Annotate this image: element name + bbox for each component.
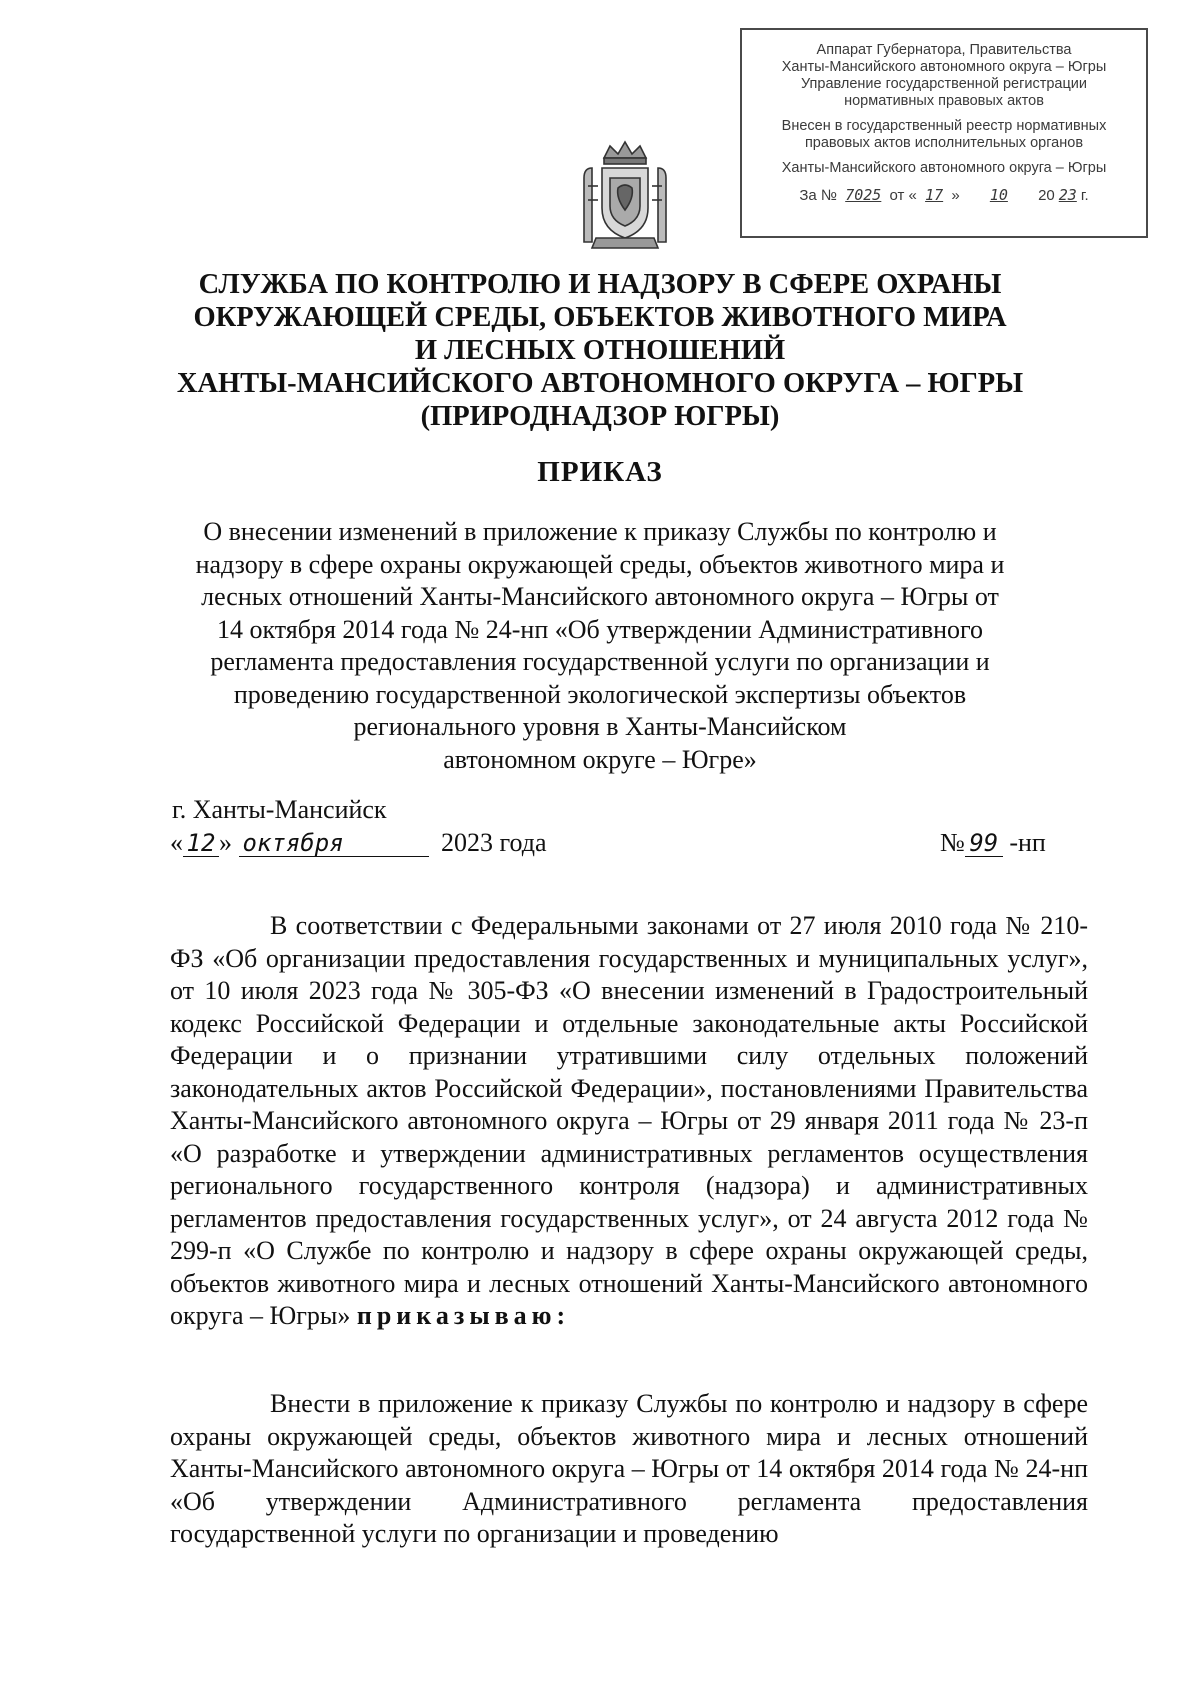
stamp-line: Управление государственной регистрации [800,76,1088,92]
heading-line: ОКРУЖАЮЩЕЙ СРЕДЫ, ОБЪЕКТОВ ЖИВОТНОГО МИРА [193,302,1007,333]
stamp-year: 23 [1058,186,1077,204]
order-date: « 12 » октября 2023 года [170,828,547,857]
subject-line: автономном округе – Югре» [443,744,757,774]
stamp-region: Ханты-Мансийского автономного округа – Югры [781,160,1107,176]
stamp-registration-number: За № 7025 от « 17 » 10 20 23 г. [799,186,1089,204]
subject-line: надзору в сфере охраны окружающей среды, объектов животного мира и [195,549,1005,579]
stamp-number-value: 7025 [845,186,882,204]
stamp-line: Аппарат Губернатора, Правительства [816,42,1072,58]
heading-line: ХАНТЫ-МАНСИЙСКОГО АВТОНОМНОГО ОКРУГА – ЮГРЫ [176,368,1024,399]
subject-line: 14 октября 2014 года № 24-нп «Об утверждении Административного [216,614,984,644]
date-month: октября [239,830,429,857]
stamp-day: 17 [925,186,944,204]
subject-line: О внесении изменений в приложение к приказу Службы по контролю и [203,517,997,546]
coat-of-arms-emblem [574,138,676,254]
order-word: приказываю: [356,1301,571,1330]
heading-line: И ЛЕСНЫХ ОТНОШЕНИЙ [414,335,786,366]
subject-line: лесных отношений Ханты-Мансийского автономного округа – Югры от [201,582,999,611]
operative-paragraph: Внести в приложение к приказу Службы по контролю и надзору в сфере охраны окружающей среды, объектов животного мира и лесных отношений Ханты-Мансийского автономного округа – Югры от 14 октября 2014 года № 24-нп «Об утверждении Административного регламента предоставления государственной услуги по организации и проведению [170,1389,1088,1548]
organization-heading [150,268,1050,433]
order-subject [180,516,1020,776]
stamp-line: правовых актов исполнительных органов [804,135,1084,151]
heading-line: (ПРИРОДНАДЗОР ЮГРЫ) [420,401,780,432]
city: г. Ханты-Мансийск [172,795,387,824]
registration-stamp [740,28,1148,238]
stamp-line: Внесен в государственный реестр нормативных [781,118,1107,134]
stamp-line: Ханты-Мансийского автономного округа – Югры [781,59,1107,75]
date-year: 2023 года [441,828,547,857]
stamp-month: 10 [989,186,1008,204]
subject-line: регламента предоставления государственной услуги по организации и [210,647,990,676]
subject-line: регионального уровня в Ханты-Мансийском [353,712,847,741]
document-type-title: ПРИКАЗ [537,456,663,488]
order-number: № 99 -нп [940,828,1046,857]
preamble-paragraph: В соответствии с Федеральными законами от 27 июля 2010 года № 210-ФЗ «Об организации предоставления государственных и муниципальных услуг», от 10 июля 2023 года № 305-ФЗ «О внесении изменений в Градостроительный кодекс Российской Федерации и отдельные законодательные акты Российской Федерации и о признании утратившими силу отдельных положений законодательных актов Российской Федерации», постановлениями Правительства Ханты-Мансийского автономного округа – Югры от 29 января 2011 года № 23-п «О разработке и утверждении административных регламентов осуществления регионального государственного контроля (надзора) и административных регламентов предоставления государственных услуг», от 24 августа 2012 года № 299-п «О Службе по контролю и надзору в сфере охраны окружающей среды, объектов животного мира и лесных отношений Ханты-Мансийского автономного округа – Югры» приказываю: [170,911,1088,1330]
heading-line: СЛУЖБА ПО КОНТРОЛЮ И НАДЗОРУ В СФЕРЕ ОХРАНЫ [198,269,1002,300]
order-number-value: 99 [965,830,1003,857]
subject-line: проведению государственной экологической экспертизы объектов [233,679,967,709]
date-day: 12 [183,830,219,857]
stamp-line: нормативных правовых актов [844,93,1044,109]
